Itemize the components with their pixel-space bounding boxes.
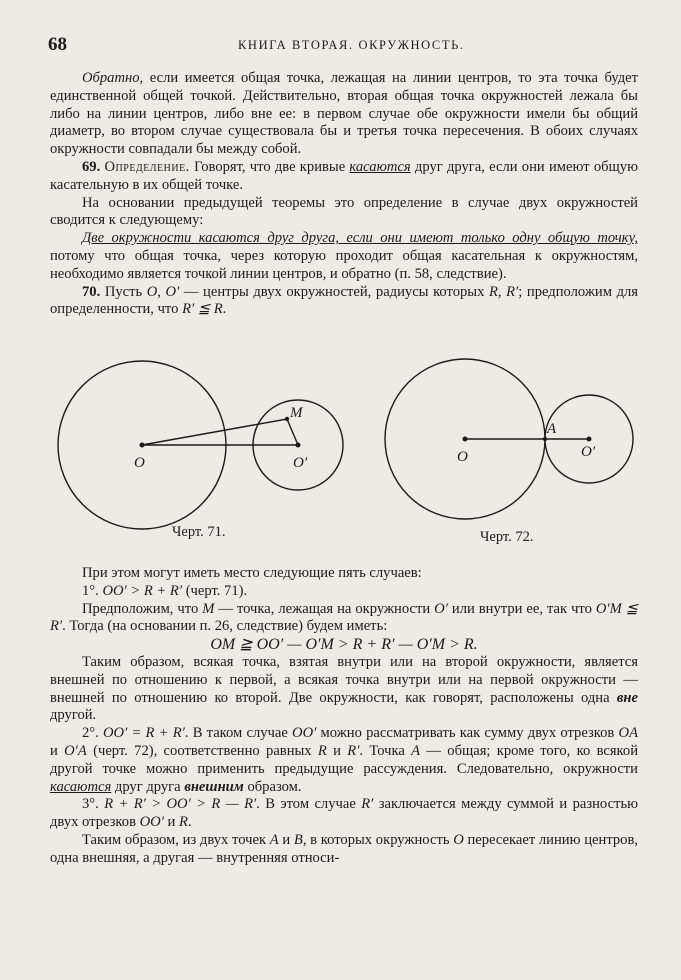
fig71-line-o-prime-m bbox=[287, 419, 298, 445]
fig72-label-a: A bbox=[547, 421, 557, 437]
fig71-point-o bbox=[140, 443, 144, 447]
lower-text bbox=[50, 565, 638, 868]
paragraph-suppose-m: Предположим, что M — точка, лежащая на окружности O′ или внутри ее, так что O′M ≦ R′. Тогда (на основании п. 26, следствие) будем иметь: bbox=[50, 600, 638, 635]
fig71-point-m bbox=[286, 418, 289, 421]
fig71-label-o: O bbox=[134, 455, 145, 471]
case-3: 3°. R + R′ > OO′ > R — R′. В этом случае R′ заключается между суммой и разностью двух отрезков OO′ и R. bbox=[50, 796, 638, 831]
fig71-label-m: M bbox=[290, 405, 303, 421]
figure-72 bbox=[385, 359, 633, 519]
fig72-label-o: O bbox=[457, 449, 468, 465]
fig72-point-a bbox=[544, 438, 547, 441]
paragraph-points-ab: Таким образом, из двух точек A и B, в которых окружность O пересекает линию центров, одна внешняя, а другая — внутренняя относи- bbox=[50, 831, 639, 866]
fig72-point-o bbox=[463, 437, 467, 441]
paragraph-tangent-statement: Две окружности касаются друг друга, если они имеют только одну общую точку, потому что общая точка, через которую проходит общая касательная к окружностям, необходимо является точкой линии центров, и обратно (п. 58, следствие). bbox=[50, 230, 638, 282]
caption-fig72: Черт. 72. bbox=[480, 529, 534, 545]
page-number: 68 bbox=[48, 34, 67, 55]
fig72-point-o-prime bbox=[587, 437, 591, 441]
paragraph-69-definition: 69. Определение. Говорят, что две кривые касаются друг друга, если они имеют общую касательную в их общей точке. bbox=[50, 158, 638, 193]
figure-71 bbox=[58, 361, 343, 529]
fig71-line-om bbox=[142, 419, 287, 445]
case-2: 2°. OO′ = R + R′. В таком случае OO′ можно рассматривать как сумму двух отрезков OA и O′A (черт. 72), соответственно равных R и R′. Точка A — общая; кроме того, ко всякой другой точке можно применить предыдущие рассуждения. Следовательно, окружности касаются друг друга внешним образом. bbox=[50, 725, 639, 795]
case-1: 1°. OO′ > R + R′ (черт. 71). bbox=[82, 582, 248, 599]
paragraph-converse: Обратно, если имеется общая точка, лежащая на линии центров, то эта точка будет единственной общей точкой. Действительно, вторая общая точка окружностей лежала бы либо на линии центров, либо вне ее: в первом случае обе окружности имели бы общий диаметр, во втором случае существовала бы и третья точка пересечения. В обоих случаях окружности совпадали бы между собой. bbox=[50, 70, 638, 158]
fig71-label-o-prime: O′ bbox=[293, 455, 308, 471]
paragraph-cases: При этом могут иметь место следующие пять случаев: bbox=[82, 565, 422, 581]
paragraph-basis: На основании предыдущей теоремы это определение в случае двух окружностей сводится к следующему: bbox=[50, 194, 638, 229]
caption-fig71: Черт. 71. bbox=[172, 524, 226, 540]
running-title: КНИГА ВТОРАЯ. ОКРУЖНОСТЬ. bbox=[238, 38, 465, 52]
fig71-point-o-prime bbox=[296, 443, 300, 447]
paragraph-external: Таким образом, всякая точка, взятая внутри или на второй окружности, является внешней по отношению к первой, а всякая точка внутри или на первой окружности — внешней по отношению ко второй. Две окружности, как говорят, расположены одна вне другой. bbox=[50, 653, 638, 724]
equation-om: OM ≧ OO′ — O′M > R + R′ — O′M > R. bbox=[210, 636, 478, 654]
paragraph-70: 70. Пусть O, O′ — центры двух окружностей, радиусы которых R, R′; предположим для определенности, что R′ ≦ R. bbox=[50, 283, 638, 318]
fig72-label-o-prime: O′ bbox=[581, 444, 596, 460]
